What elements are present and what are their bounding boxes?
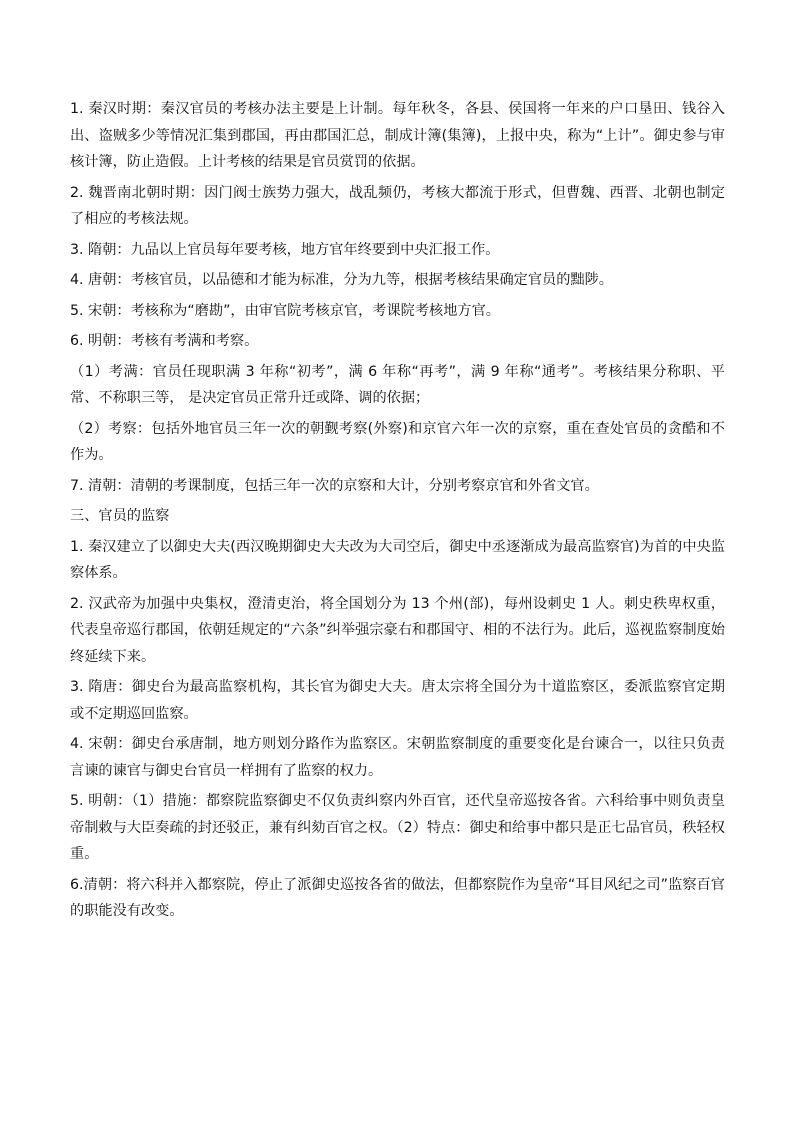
paragraph-sui-assessment: 3. 隋朝：九品以上官员每年要考核，地方官年终要到中央汇报工作。 [70,241,500,258]
section-heading-supervision: 三、官员的监察 [70,508,170,524]
paragraph-qing-supervision: 6.清朝：将六科并入都察院，停止了派御史巡按各省的做法，但都察院作为皇帝“耳目风纪之司”监察百官的职能没有改变。 [70,876,725,919]
paragraph-song-supervision: 4. 宋朝：御史台承唐制，地方则划分路作为监察区。宋朝监察制度的重要变化是台谏合一，以往只负责言谏的谏官与御史台官员一样拥有了监察的权力。 [70,736,725,779]
document-body [70,96,725,929]
paragraph-qinhan-supervision: 1. 秦汉建立了以御史大夫(西汉晚期御史大夫改为大司空后，御史中丞逐渐成为最高监察官)为首的中央监察体系。 [70,538,725,581]
paragraph-weijin-assessment: 2. 魏晋南北朝时期：因门阀士族势力强大，战乱频仍，考核大都流于形式，但曹魏、西晋、北朝也制定了相应的考核法规。 [70,184,725,227]
paragraph-handi-supervision: 2. 汉武帝为加强中央集权，澄清吏治，将全国划分为 13 个州(部)，每州设刺史 1 人。刺史秩卑权重，代表皇帝巡行郡国，依朝廷规定的“六条”纠举强宗豪右和郡国守、相的不法行为。此后，巡视监察制度始终延续下来。 [70,595,725,665]
paragraph-ming-kaocha: （2）考察：包括外地官员三年一次的朝觐考察(外察)和京官六年一次的京察，重在查处官员的贪酷和不作为。 [70,420,725,463]
paragraph-qinhan-assessment: 1. 秦汉时期：秦汉官员的考核办法主要是上计制。每年秋冬，各县、侯国将一年来的户口垦田、钱谷入出、盗贼多少等情况汇集到郡国，再由郡国汇总，制成计簿(集簿)，上报中央，称为“上计”。御史参与审核计簿，防止造假。上计考核的结果是官员赏罚的依据。 [70,101,725,170]
paragraph-song-assessment: 5. 宋朝：考核称为“磨勘”，由审官院考核京官，考课院考核地方官。 [70,302,500,319]
paragraph-ming-supervision: 5. 明朝：（1）措施：都察院监察御史不仅负责纠察内外百官，还代皇帝巡按各省。六科给事中则负责皇帝制敕与大臣奏疏的封还驳正，兼有纠劾百官之权。（2）特点：御史和给事中都只是正七品官员，秩轻权重。 [70,793,725,862]
paragraph-ming-assessment: 6. 明朝：考核有考满和考察。 [70,333,259,349]
paragraph-ming-kaoman: （1）考满：官员任现职满 3 年称“初考”，满 6 年称“再考”，满 9 年称“通考”。考核结果分称职、平常、不称职三等， 是决定官员正常升迁或降、调的依据； [70,363,725,406]
paragraph-tang-assessment: 4. 唐朝：考核官员，以品德和才能为标准，分为九等，根据考核结果确定官员的黜陟。 [70,272,613,288]
paragraph-suitang-supervision: 3. 隋唐：御史台为最高监察机构，其长官为御史大夫。唐太宗将全国分为十道监察区，委派监察官定期或不定期巡回监察。 [70,679,725,722]
paragraph-qing-assessment: 7. 清朝：清朝的考课制度，包括三年一次的京察和大计，分别考察京官和外省文官。 [70,477,599,494]
